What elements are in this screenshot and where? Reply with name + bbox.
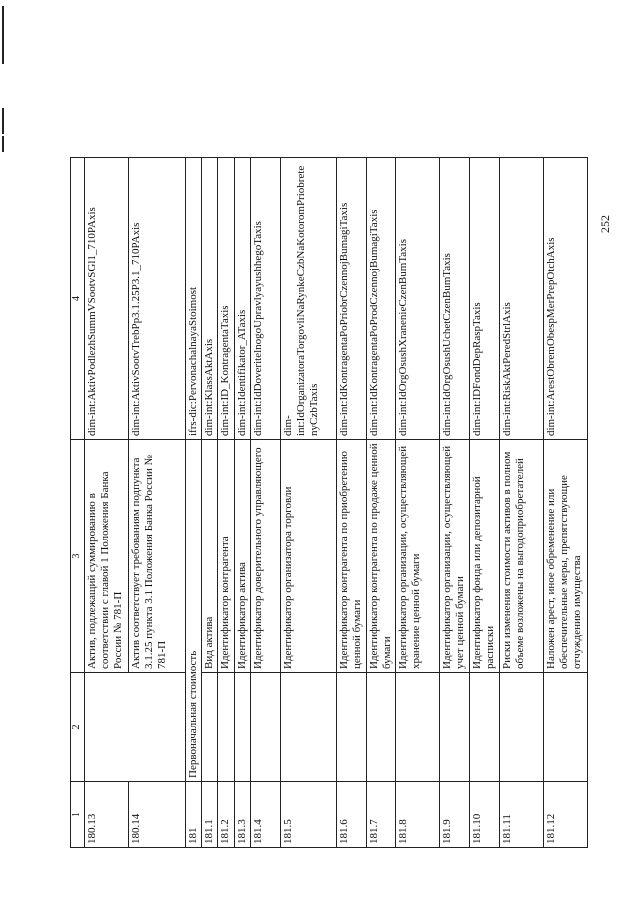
row-code: 181 [186, 782, 202, 848]
table-row [470, 158, 499, 848]
table-row [218, 158, 234, 848]
row-identifier: dim-int:ID_KontragentaTaxis [218, 158, 234, 440]
row-code: 181.1 [202, 782, 218, 848]
column-header: 3 [71, 440, 85, 673]
row-identifier: dim-int:AktivSootvTrebPp3.1.25P3.1_710PAxis [129, 158, 186, 440]
column-header: 2 [71, 673, 85, 782]
row-description: Идентификатор актива [234, 440, 250, 673]
rotated-table-container [70, 158, 588, 848]
empty-cell [336, 673, 366, 782]
table-row [250, 158, 280, 848]
row-description: Вид актива [202, 440, 218, 673]
empty-cell [85, 673, 129, 782]
row-identifier: dim-int:KlassAktAxis [202, 158, 218, 440]
empty-cell [234, 673, 250, 782]
row-description: Наложен арест, иное обременение или обеспечительные меры, препятствующие отчуждению имущества [543, 440, 587, 673]
row-code: 181.9 [440, 782, 470, 848]
row-description: Риски изменения стоимости активов в полном объеме возложены на выгодоприобретателей [499, 440, 543, 673]
row-identifier: dim-int:AktivPodlezhSummVSootvSGl1_710PAxis [85, 158, 129, 440]
row-description: Идентификатор контрагента по продаже ценной бумаги [366, 440, 395, 673]
empty-cell [396, 673, 440, 782]
row-description: Идентификатор доверительного управляющего [250, 440, 280, 673]
row-code: 181.8 [396, 782, 440, 848]
empty-cell [218, 673, 234, 782]
row-description: Идентификатор контрагента по приобретению ценной бумаги [336, 440, 366, 673]
table-row [366, 158, 395, 848]
table-row [396, 158, 440, 848]
table-row [440, 158, 470, 848]
data-table [70, 157, 588, 848]
table-header-row [71, 158, 85, 848]
row-code: 181.11 [499, 782, 543, 848]
row-identifier: dim-int:IdOrganizatoraTorgovliNaRynkeCzbNaKotoromPriobretenyCzbTaxis [280, 158, 336, 440]
row-identifier: ifrs-dic:PervonachalnayaStoimost [186, 158, 202, 440]
table-row [202, 158, 218, 848]
row-identifier: dim-int:IdKontragentaPoPriobrCzennojBumagiTaxis [336, 158, 366, 440]
row-identifier: dim-int:IdOrgOsushXranenieCzenBumTaxis [396, 158, 440, 440]
row-code: 181.10 [470, 782, 499, 848]
empty-cell [366, 673, 395, 782]
row-code: 181.2 [218, 782, 234, 848]
table-row [280, 158, 336, 848]
table-row [543, 158, 587, 848]
row-description: Идентификатор контрагента [218, 440, 234, 673]
row-identifier: dim-int:Identifikator_ATaxis [234, 158, 250, 440]
row-identifier: dim-int:ArestObremObespMerPrepOtchAxis [543, 158, 587, 440]
column-header: 4 [71, 158, 85, 440]
row-code: 181.4 [250, 782, 280, 848]
row-description: Идентификатор организации, осуществляющей учет ценной бумаги [440, 440, 470, 673]
row-code: 180.14 [129, 782, 186, 848]
binding-mark [2, 6, 4, 64]
row-identifier: dim-int:IdOrgOsushUchetCzenBumTaxis [440, 158, 470, 440]
empty-cell [499, 673, 543, 782]
table-row [499, 158, 543, 848]
row-description: Актив, подлежащий суммированию в соответствии с главой 1 Положения Банка России № 781-П [85, 440, 129, 673]
empty-cell [440, 673, 470, 782]
row-code: 181.6 [336, 782, 366, 848]
table-row [186, 158, 202, 848]
row-identifier: dim-int:RiskAktPeredStrlAxis [499, 158, 543, 440]
table-row [234, 158, 250, 848]
table-row [129, 158, 186, 848]
page-number: 252 [598, 215, 612, 233]
column-header: 1 [71, 782, 85, 848]
row-identifier: dim-int:IDFondDepRaspTaxis [470, 158, 499, 440]
section-label: Первоначальная стоимость [186, 440, 202, 782]
row-code: 181.7 [366, 782, 395, 848]
row-code: 181.3 [234, 782, 250, 848]
row-description: Идентификатор фонда или депозитарной расписки [470, 440, 499, 673]
binding-mark [2, 108, 4, 134]
row-identifier: dim-int:IdKontragentaPoProdCzennojBumagiTaxis [366, 158, 395, 440]
empty-cell [250, 673, 280, 782]
row-description: Актив соответствует требованиям подпункта 3.1.25 пункта 3.1 Положения Банка России № 781-П [129, 440, 186, 673]
row-identifier: dim-int:IdDoveritelnogoUpravlyayushhegoTaxis [250, 158, 280, 440]
empty-cell [280, 673, 336, 782]
empty-cell [543, 673, 587, 782]
row-code: 181.5 [280, 782, 336, 848]
empty-cell [202, 673, 218, 782]
binding-mark [2, 136, 4, 152]
row-description: Идентификатор организации, осуществляющей хранение ценной бумаги [396, 440, 440, 673]
table-row [85, 158, 129, 848]
empty-cell [129, 673, 186, 782]
table-row [336, 158, 366, 848]
row-code: 181.12 [543, 782, 587, 848]
row-code: 180.13 [85, 782, 129, 848]
row-description: Идентификатор организатора торговли [280, 440, 336, 673]
empty-cell [470, 673, 499, 782]
